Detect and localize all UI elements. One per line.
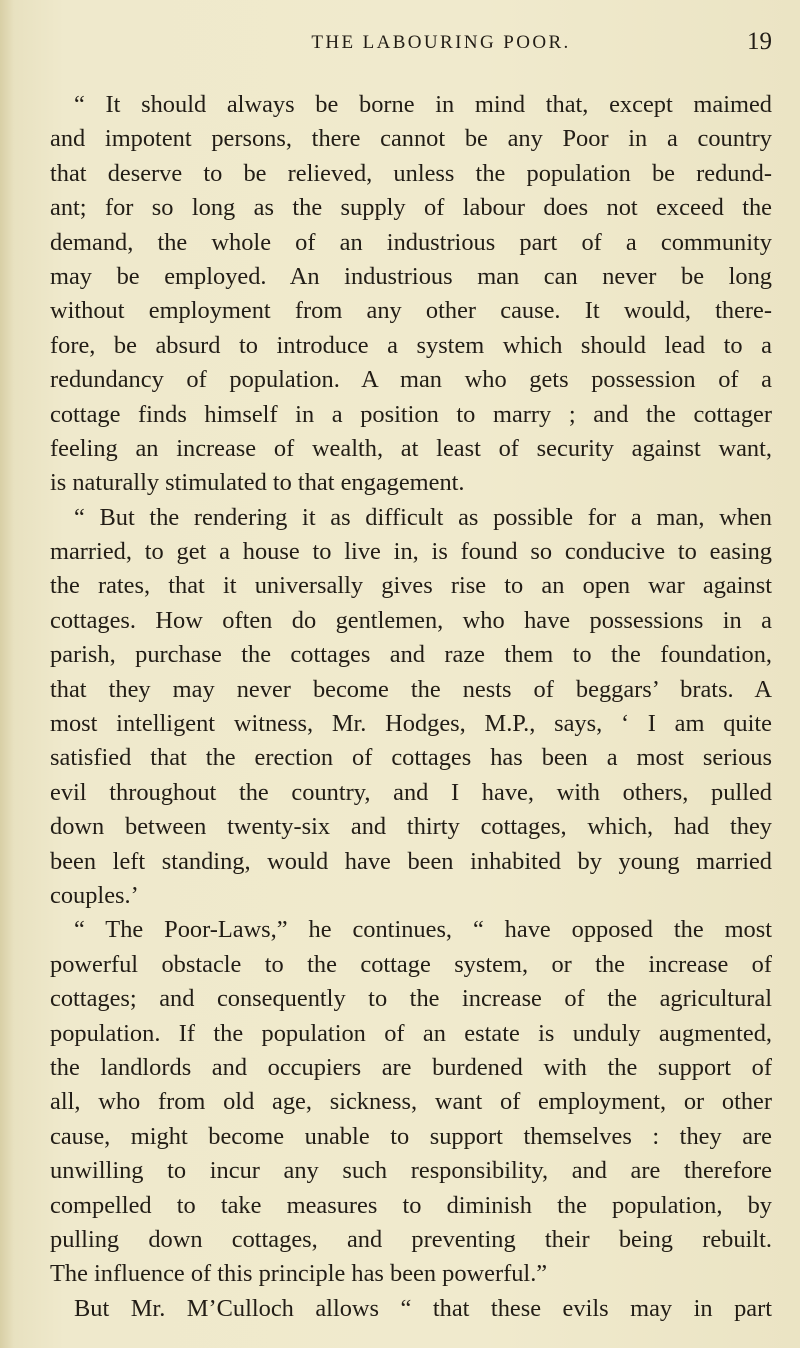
text-line: “ The Poor-Laws,” he continues, “ have opposed the most: [74, 916, 772, 944]
text-line: all, who from old age, sickness, want of employment, or other: [50, 1088, 772, 1116]
text-line: may be employed. An industrious man can never be long: [50, 262, 772, 290]
text-line: population. If the population of an estate is unduly augmented,: [50, 1019, 772, 1047]
page-number: 19: [747, 28, 772, 55]
text-line: that they may never become the nests of beggars’ brats. A: [50, 675, 772, 703]
text-line: evil throughout the country, and I have, with others, pulled: [50, 778, 772, 806]
text-line: ant; for so long as the supply of labour does not exceed the: [50, 194, 772, 222]
text-line: But Mr. M’Culloch allows “ that these evils may in part: [74, 1294, 772, 1322]
text-line: the landlords and occupiers are burdened with the support of: [50, 1053, 772, 1081]
body-text: [50, 88, 772, 1326]
running-head: THE LABOURING POOR.: [311, 32, 571, 53]
text-line: unwilling to incur any such responsibility, and are therefore: [50, 1157, 772, 1185]
text-line: The influence of this principle has been powerful.”: [50, 1260, 548, 1288]
text-line: feeling an increase of wealth, at least of security against want,: [50, 434, 772, 462]
text-line: is naturally stimulated to that engagement.: [50, 469, 465, 497]
text-line: the rates, that it universally gives rise to an open war against: [50, 572, 772, 600]
text-line: most intelligent witness, Mr. Hodges, M.P., says, ‘ I am quite: [50, 710, 772, 738]
text-line: down between twenty-six and thirty cottages, which, had they: [50, 813, 772, 841]
text-line: without employment from any other cause. It would, there-: [50, 297, 772, 325]
text-line: parish, purchase the cottages and raze them to the foundation,: [50, 641, 772, 669]
page-header: [50, 24, 772, 60]
text-line: that deserve to be relieved, unless the population be redund-: [50, 159, 772, 187]
text-line: compelled to take measures to diminish the population, by: [50, 1191, 772, 1219]
text-line: pulling down cottages, and preventing their being rebuilt.: [50, 1225, 772, 1253]
text-line: cottage finds himself in a position to marry ; and the cottager: [50, 400, 772, 428]
text-line: “ It should always be borne in mind that, except maimed: [74, 91, 772, 118]
text-line: “ But the rendering it as difficult as possible for a man, when: [74, 503, 772, 531]
text-line: married, to get a house to live in, is found so conducive to easing: [50, 538, 772, 566]
text-line: and impotent persons, there cannot be any Poor in a country: [50, 125, 772, 153]
text-line: couples.’: [50, 881, 139, 909]
text-line: cottages; and consequently to the increase of the agricultural: [50, 985, 772, 1013]
text-line: fore, be absurd to introduce a system which should lead to a: [50, 331, 772, 359]
text-line: satisfied that the erection of cottages has been a most serious: [50, 744, 772, 772]
text-line: redundancy of population. A man who gets possession of a: [50, 366, 772, 394]
text-line: powerful obstacle to the cottage system, or the increase of: [50, 950, 772, 978]
text-line: cause, might become unable to support themselves : they are: [50, 1122, 772, 1150]
text-line: been left standing, would have been inhabited by young married: [50, 847, 772, 875]
text-line: cottages. How often do gentlemen, who have possessions in a: [50, 606, 772, 634]
text-line: demand, the whole of an industrious part of a community: [50, 228, 772, 256]
